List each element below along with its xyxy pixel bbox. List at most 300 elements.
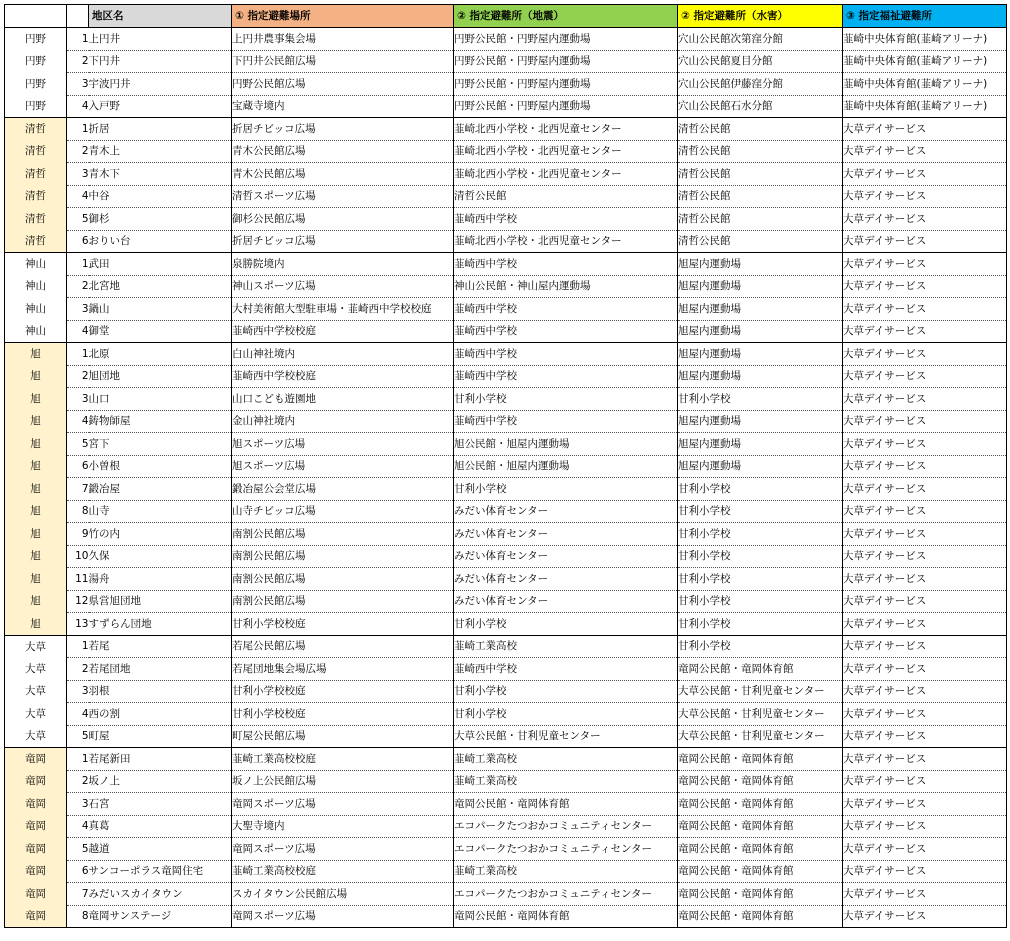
table-row (5, 320, 1007, 343)
district-name: 入戸野 (89, 95, 232, 118)
evacuation-site: 宝蔵寺境内 (232, 95, 454, 118)
table-row (5, 545, 1007, 568)
district-name: 武田 (89, 253, 232, 276)
shelter-earthquake: 大草公民館・甘利児童センター (454, 725, 678, 748)
row-number: 8 (67, 905, 89, 928)
area-cell: 旭 (5, 590, 67, 613)
row-number: 6 (67, 860, 89, 883)
row-number: 3 (67, 298, 89, 321)
evacuation-site: 甘利小学校校庭 (232, 680, 454, 703)
welfare-shelter: 大草デイサービス (843, 793, 1007, 816)
welfare-shelter: 大草デイサービス (843, 253, 1007, 276)
area-cell: 円野 (5, 28, 67, 51)
table-row (5, 28, 1007, 51)
evacuation-site: 青木公民館広場 (232, 140, 454, 163)
header-row (5, 5, 1007, 28)
district-name: 若尾団地 (89, 658, 232, 681)
table-row (5, 455, 1007, 478)
shelter-flood: 甘利小学校 (678, 478, 843, 501)
district-name: 鍋山 (89, 298, 232, 321)
welfare-shelter: 韮崎中央体育館(韮崎アリーナ) (843, 28, 1007, 51)
row-number: 3 (67, 163, 89, 186)
shelter-flood: 大草公民館・甘利児童センター (678, 680, 843, 703)
district-name: 山寺 (89, 500, 232, 523)
shelter-earthquake: みだい体育センター (454, 500, 678, 523)
area-cell: 大草 (5, 703, 67, 726)
evacuation-site: 韮崎工業高校校庭 (232, 748, 454, 771)
district-name: 竹の内 (89, 523, 232, 546)
evacuation-site: 南割公民館広場 (232, 568, 454, 591)
header-district-name: 地区名 (89, 5, 232, 28)
welfare-shelter: 韮崎中央体育館(韮崎アリーナ) (843, 50, 1007, 73)
evacuation-site: 上円井農事集会場 (232, 28, 454, 51)
shelter-flood: 大草公民館・甘利児童センター (678, 725, 843, 748)
welfare-shelter: 大草デイサービス (843, 275, 1007, 298)
row-number: 4 (67, 185, 89, 208)
district-name: 坂ノ上 (89, 770, 232, 793)
table-row (5, 253, 1007, 276)
header-welfare-shelter: ③ 指定福祉避難所 (843, 5, 1007, 28)
district-name: 羽根 (89, 680, 232, 703)
table-row (5, 118, 1007, 141)
district-name: 御堂 (89, 320, 232, 343)
welfare-shelter: 韮崎中央体育館(韮崎アリーナ) (843, 95, 1007, 118)
shelter-earthquake: 甘利小学校 (454, 613, 678, 636)
welfare-shelter: 大草デイサービス (843, 118, 1007, 141)
welfare-shelter: 大草デイサービス (843, 230, 1007, 253)
area-cell: 神山 (5, 275, 67, 298)
shelter-flood: 甘利小学校 (678, 590, 843, 613)
shelter-earthquake: 旭公民館・旭屋内運動場 (454, 455, 678, 478)
shelter-flood: 旭屋内運動場 (678, 343, 843, 366)
evacuation-site: 山口こども遊園地 (232, 388, 454, 411)
district-name: 湯舟 (89, 568, 232, 591)
shelter-flood: 穴山公民館石水分館 (678, 95, 843, 118)
evacuation-site: 折居チビッコ広場 (232, 118, 454, 141)
shelter-earthquake: 神山公民館・神山屋内運動場 (454, 275, 678, 298)
table-row (5, 838, 1007, 861)
shelter-earthquake: 竜岡公民館・竜岡体育館 (454, 793, 678, 816)
table-row (5, 748, 1007, 771)
welfare-shelter: 大草デイサービス (843, 905, 1007, 928)
table-row (5, 95, 1007, 118)
evacuation-site: 坂ノ上公民館広場 (232, 770, 454, 793)
area-cell: 竜岡 (5, 905, 67, 928)
shelter-flood: 竜岡公民館・竜岡体育館 (678, 860, 843, 883)
welfare-shelter: 大草デイサービス (843, 455, 1007, 478)
table-row (5, 725, 1007, 748)
row-number: 2 (67, 770, 89, 793)
row-number: 2 (67, 658, 89, 681)
district-name: 鍛冶屋 (89, 478, 232, 501)
shelter-flood: 竜岡公民館・竜岡体育館 (678, 658, 843, 681)
evacuation-site: 甘利小学校校庭 (232, 703, 454, 726)
table-row (5, 73, 1007, 96)
evacuation-site: 韮崎西中学校校庭 (232, 320, 454, 343)
shelter-earthquake: 韮崎西中学校 (454, 410, 678, 433)
table-row (5, 905, 1007, 928)
row-number: 4 (67, 410, 89, 433)
shelter-flood: 竜岡公民館・竜岡体育館 (678, 905, 843, 928)
evacuation-site: 金山神社境内 (232, 410, 454, 433)
welfare-shelter: 大草デイサービス (843, 208, 1007, 231)
area-cell: 清哲 (5, 208, 67, 231)
table-row (5, 500, 1007, 523)
area-cell: 旭 (5, 500, 67, 523)
area-cell: 円野 (5, 73, 67, 96)
header-shelter-flood: ② 指定避難所（水害） (678, 5, 843, 28)
welfare-shelter: 大草デイサービス (843, 725, 1007, 748)
shelter-earthquake: 韮崎西中学校 (454, 208, 678, 231)
welfare-shelter: 大草デイサービス (843, 748, 1007, 771)
shelter-flood: 清哲公民館 (678, 118, 843, 141)
welfare-shelter: 大草デイサービス (843, 343, 1007, 366)
row-number: 4 (67, 95, 89, 118)
evacuation-site: 泉勝院境内 (232, 253, 454, 276)
shelter-flood: 旭屋内運動場 (678, 275, 843, 298)
evacuation-site: 青木公民館広場 (232, 163, 454, 186)
evacuation-site: 竜岡スポーツ広場 (232, 905, 454, 928)
area-cell: 旭 (5, 568, 67, 591)
shelter-earthquake: 甘利小学校 (454, 388, 678, 411)
shelter-flood: 竜岡公民館・竜岡体育館 (678, 838, 843, 861)
evacuation-site: スカイタウン公民館広場 (232, 883, 454, 906)
shelter-earthquake: 円野公民館・円野屋内運動場 (454, 73, 678, 96)
row-number: 2 (67, 140, 89, 163)
shelter-earthquake: 韮崎西中学校 (454, 320, 678, 343)
area-cell: 清哲 (5, 118, 67, 141)
shelter-flood: 竜岡公民館・竜岡体育館 (678, 883, 843, 906)
district-name: 御杉 (89, 208, 232, 231)
shelter-earthquake: 韮崎北西小学校・北西児童センター (454, 163, 678, 186)
area-cell: 竜岡 (5, 748, 67, 771)
row-number: 2 (67, 365, 89, 388)
row-number: 7 (67, 883, 89, 906)
district-name: 石宮 (89, 793, 232, 816)
shelter-earthquake: 韮崎西中学校 (454, 343, 678, 366)
shelter-flood: 甘利小学校 (678, 568, 843, 591)
table-row (5, 388, 1007, 411)
area-cell: 円野 (5, 50, 67, 73)
area-cell: 竜岡 (5, 860, 67, 883)
welfare-shelter: 大草デイサービス (843, 838, 1007, 861)
area-cell: 竜岡 (5, 838, 67, 861)
shelter-earthquake: 韮崎西中学校 (454, 253, 678, 276)
row-number: 3 (67, 388, 89, 411)
welfare-shelter: 大草デイサービス (843, 568, 1007, 591)
shelter-flood: 穴山公民館伊藤窪分館 (678, 73, 843, 96)
shelter-flood: 旭屋内運動場 (678, 433, 843, 456)
row-number: 9 (67, 523, 89, 546)
evacuation-site: 大聖寺境内 (232, 815, 454, 838)
table-row (5, 50, 1007, 73)
area-cell: 大草 (5, 725, 67, 748)
row-number: 5 (67, 433, 89, 456)
shelter-earthquake: 韮崎北西小学校・北西児童センター (454, 230, 678, 253)
row-number: 1 (67, 253, 89, 276)
evacuation-site: 白山神社境内 (232, 343, 454, 366)
shelter-flood: 清哲公民館 (678, 185, 843, 208)
row-number: 3 (67, 793, 89, 816)
shelter-earthquake: 韮崎工業高校 (454, 748, 678, 771)
evacuation-site: 竜岡スポーツ広場 (232, 838, 454, 861)
row-number: 2 (67, 50, 89, 73)
district-name: 山口 (89, 388, 232, 411)
table-row (5, 703, 1007, 726)
area-cell: 神山 (5, 253, 67, 276)
welfare-shelter: 大草デイサービス (843, 680, 1007, 703)
evacuation-table (4, 4, 1007, 928)
area-cell: 竜岡 (5, 793, 67, 816)
evacuation-site: 旭スポーツ広場 (232, 455, 454, 478)
shelter-earthquake: 甘利小学校 (454, 703, 678, 726)
table-row (5, 635, 1007, 658)
shelter-earthquake: 竜岡公民館・竜岡体育館 (454, 905, 678, 928)
table-row (5, 275, 1007, 298)
row-number: 4 (67, 703, 89, 726)
shelter-flood: 甘利小学校 (678, 523, 843, 546)
shelter-earthquake: 韮崎西中学校 (454, 658, 678, 681)
shelter-flood: 甘利小学校 (678, 545, 843, 568)
row-number: 13 (67, 613, 89, 636)
evacuation-site: 南割公民館広場 (232, 590, 454, 613)
area-cell: 大草 (5, 658, 67, 681)
header-number (67, 5, 89, 28)
area-cell: 旭 (5, 523, 67, 546)
table-row (5, 208, 1007, 231)
district-name: 北宮地 (89, 275, 232, 298)
welfare-shelter: 大草デイサービス (843, 365, 1007, 388)
welfare-shelter: 韮崎中央体育館(韮崎アリーナ) (843, 73, 1007, 96)
district-name: 宇波円井 (89, 73, 232, 96)
row-number: 5 (67, 208, 89, 231)
header-designated-evacuation-site: ① 指定避難場所 (232, 5, 454, 28)
district-name: おりい台 (89, 230, 232, 253)
district-name: 若尾新田 (89, 748, 232, 771)
evacuation-site: 韮崎工業高校校庭 (232, 860, 454, 883)
shelter-earthquake: 円野公民館・円野屋内運動場 (454, 50, 678, 73)
shelter-earthquake: 韮崎西中学校 (454, 365, 678, 388)
district-name: 町屋 (89, 725, 232, 748)
welfare-shelter: 大草デイサービス (843, 883, 1007, 906)
row-number: 7 (67, 478, 89, 501)
area-cell: 竜岡 (5, 770, 67, 793)
district-name: 鋳物師屋 (89, 410, 232, 433)
row-number: 11 (67, 568, 89, 591)
table-row (5, 590, 1007, 613)
district-name: 久保 (89, 545, 232, 568)
evacuation-site: 円野公民館広場 (232, 73, 454, 96)
district-name: 宮下 (89, 433, 232, 456)
row-number: 5 (67, 725, 89, 748)
shelter-earthquake: 円野公民館・円野屋内運動場 (454, 95, 678, 118)
evacuation-site: 若尾公民館広場 (232, 635, 454, 658)
welfare-shelter: 大草デイサービス (843, 770, 1007, 793)
evacuation-site: 町屋公民館広場 (232, 725, 454, 748)
shelter-flood: 旭屋内運動場 (678, 410, 843, 433)
area-cell: 竜岡 (5, 815, 67, 838)
row-number: 1 (67, 635, 89, 658)
welfare-shelter: 大草デイサービス (843, 658, 1007, 681)
table-row (5, 230, 1007, 253)
area-cell: 旭 (5, 433, 67, 456)
evacuation-site: 御杉公民館広場 (232, 208, 454, 231)
area-cell: 大草 (5, 680, 67, 703)
area-cell: 旭 (5, 365, 67, 388)
shelter-earthquake: みだい体育センター (454, 523, 678, 546)
district-name: 折居 (89, 118, 232, 141)
shelter-flood: 旭屋内運動場 (678, 365, 843, 388)
shelter-earthquake: エコパークたつおかコミュニティセンター (454, 883, 678, 906)
shelter-flood: 清哲公民館 (678, 208, 843, 231)
area-cell: 旭 (5, 478, 67, 501)
table-row (5, 883, 1007, 906)
welfare-shelter: 大草デイサービス (843, 613, 1007, 636)
welfare-shelter: 大草デイサービス (843, 703, 1007, 726)
shelter-flood: 甘利小学校 (678, 613, 843, 636)
district-name: 真葛 (89, 815, 232, 838)
district-name: 竜岡サンステージ (89, 905, 232, 928)
area-cell: 清哲 (5, 230, 67, 253)
welfare-shelter: 大草デイサービス (843, 590, 1007, 613)
welfare-shelter: 大草デイサービス (843, 320, 1007, 343)
shelter-earthquake: 韮崎工業高校 (454, 770, 678, 793)
welfare-shelter: 大草デイサービス (843, 860, 1007, 883)
area-cell: 竜岡 (5, 883, 67, 906)
district-name: 県営旭団地 (89, 590, 232, 613)
table-row (5, 815, 1007, 838)
area-cell: 旭 (5, 410, 67, 433)
evacuation-site: 鍛冶屋公会堂広場 (232, 478, 454, 501)
evacuation-site: 韮崎西中学校校庭 (232, 365, 454, 388)
area-cell: 清哲 (5, 163, 67, 186)
row-number: 3 (67, 73, 89, 96)
table-row (5, 770, 1007, 793)
welfare-shelter: 大草デイサービス (843, 635, 1007, 658)
district-name: 青木上 (89, 140, 232, 163)
row-number: 1 (67, 343, 89, 366)
table-row (5, 568, 1007, 591)
district-name: 青木下 (89, 163, 232, 186)
shelter-flood: 穴山公民館夏目分館 (678, 50, 843, 73)
shelter-earthquake: 甘利小学校 (454, 680, 678, 703)
evacuation-site: 下円井公民館広場 (232, 50, 454, 73)
welfare-shelter: 大草デイサービス (843, 388, 1007, 411)
header-area (5, 5, 67, 28)
row-number: 1 (67, 28, 89, 51)
area-cell: 清哲 (5, 185, 67, 208)
welfare-shelter: 大草デイサービス (843, 163, 1007, 186)
header-shelter-earthquake: ② 指定避難所（地震） (454, 5, 678, 28)
shelter-earthquake: 韮崎工業高校 (454, 635, 678, 658)
table-row (5, 433, 1007, 456)
evacuation-site: 南割公民館広場 (232, 545, 454, 568)
row-number: 3 (67, 680, 89, 703)
area-cell: 旭 (5, 343, 67, 366)
shelter-flood: 清哲公民館 (678, 230, 843, 253)
table-row (5, 140, 1007, 163)
shelter-flood: 甘利小学校 (678, 635, 843, 658)
welfare-shelter: 大草デイサービス (843, 815, 1007, 838)
area-cell: 旭 (5, 545, 67, 568)
row-number: 12 (67, 590, 89, 613)
row-number: 1 (67, 118, 89, 141)
evacuation-site: 大村美術館大型駐車場・韮崎西中学校校庭 (232, 298, 454, 321)
table-row (5, 298, 1007, 321)
table-row (5, 523, 1007, 546)
welfare-shelter: 大草デイサービス (843, 545, 1007, 568)
table-row (5, 478, 1007, 501)
area-cell: 神山 (5, 298, 67, 321)
row-number: 2 (67, 275, 89, 298)
district-name: すずらん団地 (89, 613, 232, 636)
shelter-flood: 穴山公民館次第窪分館 (678, 28, 843, 51)
row-number: 6 (67, 455, 89, 478)
shelter-flood: 旭屋内運動場 (678, 253, 843, 276)
shelter-flood: 清哲公民館 (678, 140, 843, 163)
table-row (5, 163, 1007, 186)
row-number: 8 (67, 500, 89, 523)
shelter-earthquake: 韮崎工業高校 (454, 860, 678, 883)
district-name: 旭団地 (89, 365, 232, 388)
evacuation-site: 神山スポーツ広場 (232, 275, 454, 298)
shelter-earthquake: エコパークたつおかコミュニティセンター (454, 838, 678, 861)
shelter-flood: 旭屋内運動場 (678, 298, 843, 321)
evacuation-site: 南割公民館広場 (232, 523, 454, 546)
shelter-flood: 竜岡公民館・竜岡体育館 (678, 793, 843, 816)
table-body (5, 28, 1007, 928)
shelter-earthquake: 旭公民館・旭屋内運動場 (454, 433, 678, 456)
district-name: 北原 (89, 343, 232, 366)
welfare-shelter: 大草デイサービス (843, 500, 1007, 523)
shelter-flood: 大草公民館・甘利児童センター (678, 703, 843, 726)
evacuation-site: 清哲スポーツ広場 (232, 185, 454, 208)
welfare-shelter: 大草デイサービス (843, 298, 1007, 321)
area-cell: 旭 (5, 613, 67, 636)
area-cell: 神山 (5, 320, 67, 343)
area-cell: 大草 (5, 635, 67, 658)
evacuation-site: 旭スポーツ広場 (232, 433, 454, 456)
shelter-flood: 甘利小学校 (678, 388, 843, 411)
row-number: 5 (67, 838, 89, 861)
shelter-flood: 清哲公民館 (678, 163, 843, 186)
row-number: 4 (67, 320, 89, 343)
shelter-flood: 竜岡公民館・竜岡体育館 (678, 748, 843, 771)
evacuation-site: 竜岡スポーツ広場 (232, 793, 454, 816)
shelter-earthquake: 韮崎北西小学校・北西児童センター (454, 140, 678, 163)
table-row (5, 410, 1007, 433)
shelter-flood: 旭屋内運動場 (678, 455, 843, 478)
table-row (5, 658, 1007, 681)
district-name: 若尾 (89, 635, 232, 658)
shelter-earthquake: みだい体育センター (454, 545, 678, 568)
district-name: 上円井 (89, 28, 232, 51)
row-number: 10 (67, 545, 89, 568)
table-row (5, 680, 1007, 703)
shelter-earthquake: 円野公民館・円野屋内運動場 (454, 28, 678, 51)
row-number: 1 (67, 748, 89, 771)
table-row (5, 860, 1007, 883)
row-number: 4 (67, 815, 89, 838)
district-name: 中谷 (89, 185, 232, 208)
welfare-shelter: 大草デイサービス (843, 523, 1007, 546)
shelter-flood: 竜岡公民館・竜岡体育館 (678, 770, 843, 793)
area-cell: 円野 (5, 95, 67, 118)
shelter-flood: 旭屋内運動場 (678, 320, 843, 343)
table-row (5, 365, 1007, 388)
shelter-earthquake: 韮崎西中学校 (454, 298, 678, 321)
district-name: 越道 (89, 838, 232, 861)
